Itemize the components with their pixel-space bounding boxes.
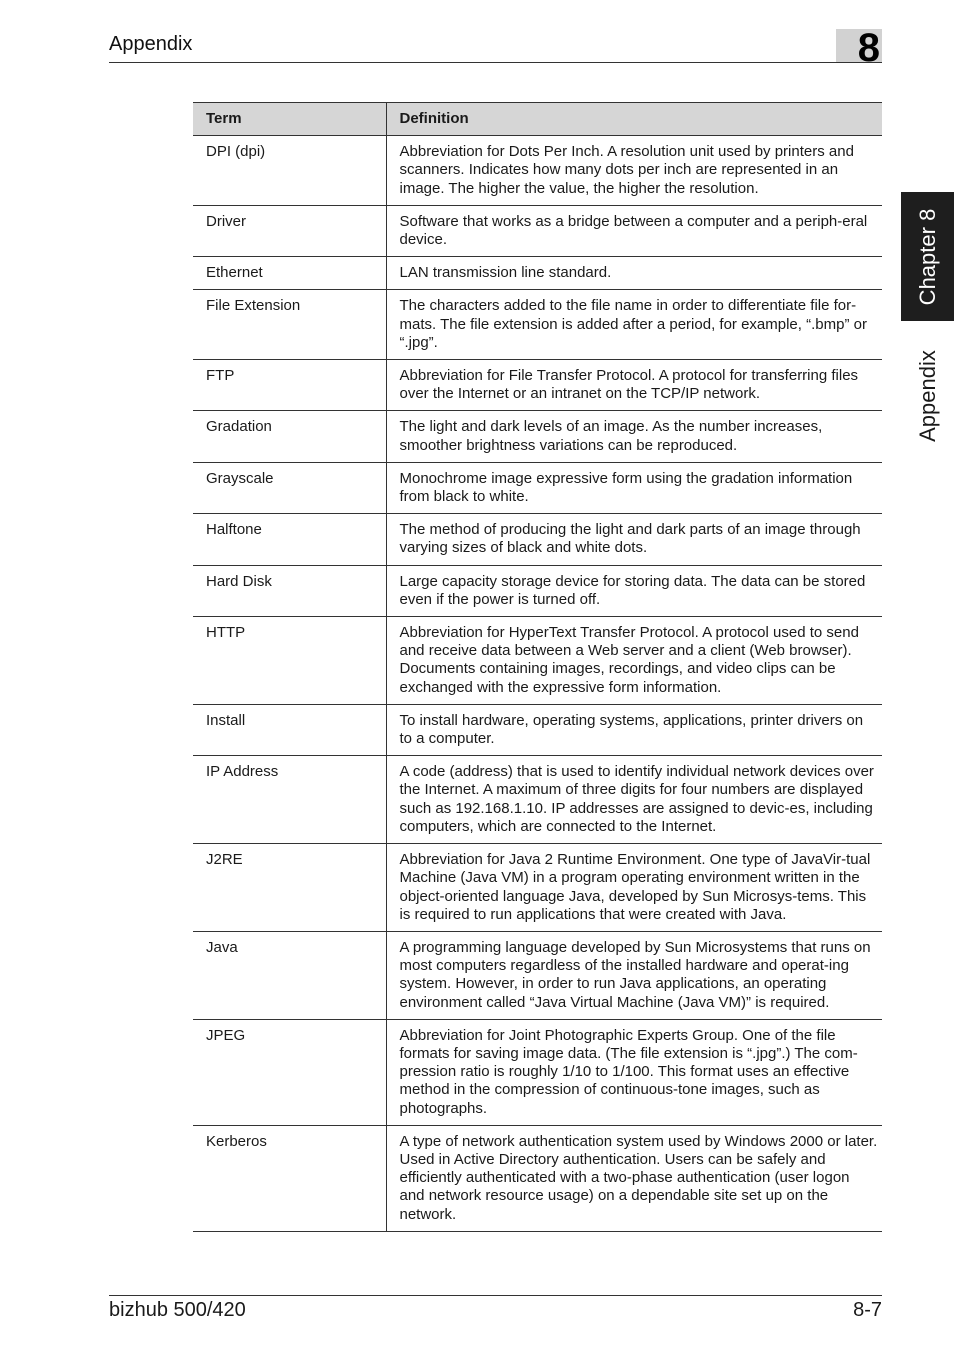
table-row — [193, 617, 882, 705]
definition-cell: Abbreviation for File Transfer Protocol. A protocol for transferring files over the Internet or an intranet on the TCP/IP network. — [386, 360, 882, 411]
term-cell: IP Address — [193, 756, 386, 844]
term-cell: File Extension — [193, 290, 386, 360]
column-header-definition: Definition — [386, 103, 882, 136]
table-header-row — [193, 103, 882, 136]
definition-cell: Monochrome image expressive form using the gradation information from black to white. — [386, 462, 882, 513]
term-cell: J2RE — [193, 844, 386, 932]
table-row — [193, 136, 882, 206]
definition-cell: Abbreviation for HyperText Transfer Protocol. A protocol used to send and receive data between a Web server and a client (Web browser). Documents containing images, recordings, and video clips can be exchanged with the expressive form information. — [386, 617, 882, 705]
definition-cell: To install hardware, operating systems, applications, printer drivers on to a computer. — [386, 704, 882, 755]
definition-cell: Software that works as a bridge between a computer and a periph-eral device. — [386, 205, 882, 256]
term-cell: Halftone — [193, 514, 386, 565]
table-row — [193, 514, 882, 565]
table-row — [193, 411, 882, 462]
table-row — [193, 1019, 882, 1125]
term-cell: DPI (dpi) — [193, 136, 386, 206]
table-row — [193, 462, 882, 513]
footer-rule — [109, 1295, 882, 1296]
definition-cell: A code (address) that is used to identify individual network devices over the Internet. A maximum of three digits for four numbers are displayed such as 192.168.1.10. IP addresses are assigned to devic-es, including computers, which are connected to the Internet. — [386, 756, 882, 844]
table-row — [193, 205, 882, 256]
chapter-number-box — [836, 26, 882, 70]
table-row — [193, 360, 882, 411]
column-header-term: Term — [193, 103, 386, 136]
term-cell: Hard Disk — [193, 565, 386, 616]
table-row — [193, 844, 882, 932]
table-row — [193, 931, 882, 1019]
table-row — [193, 565, 882, 616]
definition-cell: The light and dark levels of an image. As the number increases, smoother brightness variations can be reproduced. — [386, 411, 882, 462]
section-side-tab — [901, 326, 954, 466]
definition-cell: The method of producing the light and dark parts of an image through varying sizes of black and white dots. — [386, 514, 882, 565]
table-row — [193, 257, 882, 290]
page-header-title: Appendix — [109, 33, 193, 55]
term-cell: Ethernet — [193, 257, 386, 290]
table-row — [193, 1125, 882, 1231]
glossary-table — [193, 102, 882, 1232]
definition-cell: LAN transmission line standard. — [386, 257, 882, 290]
definition-cell: Abbreviation for Joint Photographic Experts Group. One of the file formats for saving image data. (The file extension is “.jpg”.) The com-pression ratio is roughly 1/10 to 1/100. This format uses an effective method in the compression of continuous-tone images, such as photographs. — [386, 1019, 882, 1125]
term-cell: JPEG — [193, 1019, 386, 1125]
table-row — [193, 290, 882, 360]
term-cell: Kerberos — [193, 1125, 386, 1231]
term-cell: Driver — [193, 205, 386, 256]
definition-cell: A programming language developed by Sun Microsystems that runs on most computers regardless of the installed hardware and operat-ing system. However, in order to run Java applications, an operating environment called “Java Virtual Machine (Java VM)” is required. — [386, 931, 882, 1019]
term-cell: Java — [193, 931, 386, 1019]
definition-cell: The characters added to the file name in order to differentiate file for-mats. The file extension is added after a period, for example, “.bmp” or “.jpg”. — [386, 290, 882, 360]
table-row — [193, 756, 882, 844]
header-rule — [109, 62, 882, 63]
footer-product-name: bizhub 500/420 — [109, 1299, 246, 1321]
definition-cell: A type of network authentication system used by Windows 2000 or later. Used in Active Directory authentication. Users can be safely and efficiently authenticated with a two-phase authentication (user logon and network resource usage) on a dependable site set up on the network. — [386, 1125, 882, 1231]
chapter-side-tab-label: Chapter 8 — [914, 208, 940, 305]
term-cell: Grayscale — [193, 462, 386, 513]
term-cell: Gradation — [193, 411, 386, 462]
table-row — [193, 704, 882, 755]
definition-cell: Large capacity storage device for storing data. The data can be stored even if the power is turned off. — [386, 565, 882, 616]
term-cell: Install — [193, 704, 386, 755]
definition-cell: Abbreviation for Dots Per Inch. A resolution unit used by printers and scanners. Indicates how many dots per inch are represented in an image. The higher the value, the higher the resolution. — [386, 136, 882, 206]
glossary-body — [193, 136, 882, 1232]
term-cell: FTP — [193, 360, 386, 411]
section-side-tab-label: Appendix — [914, 350, 940, 442]
term-cell: HTTP — [193, 617, 386, 705]
chapter-number: 8 — [857, 26, 880, 70]
definition-cell: Abbreviation for Java 2 Runtime Environment. One type of JavaVir-tual Machine (Java VM) in a program operating environment written in the object-oriented language Java, developed by Sun Microsys-tems. This is required to run applications that were created with Java. — [386, 844, 882, 932]
footer-page-number: 8-7 — [853, 1299, 882, 1321]
chapter-side-tab — [901, 192, 954, 321]
